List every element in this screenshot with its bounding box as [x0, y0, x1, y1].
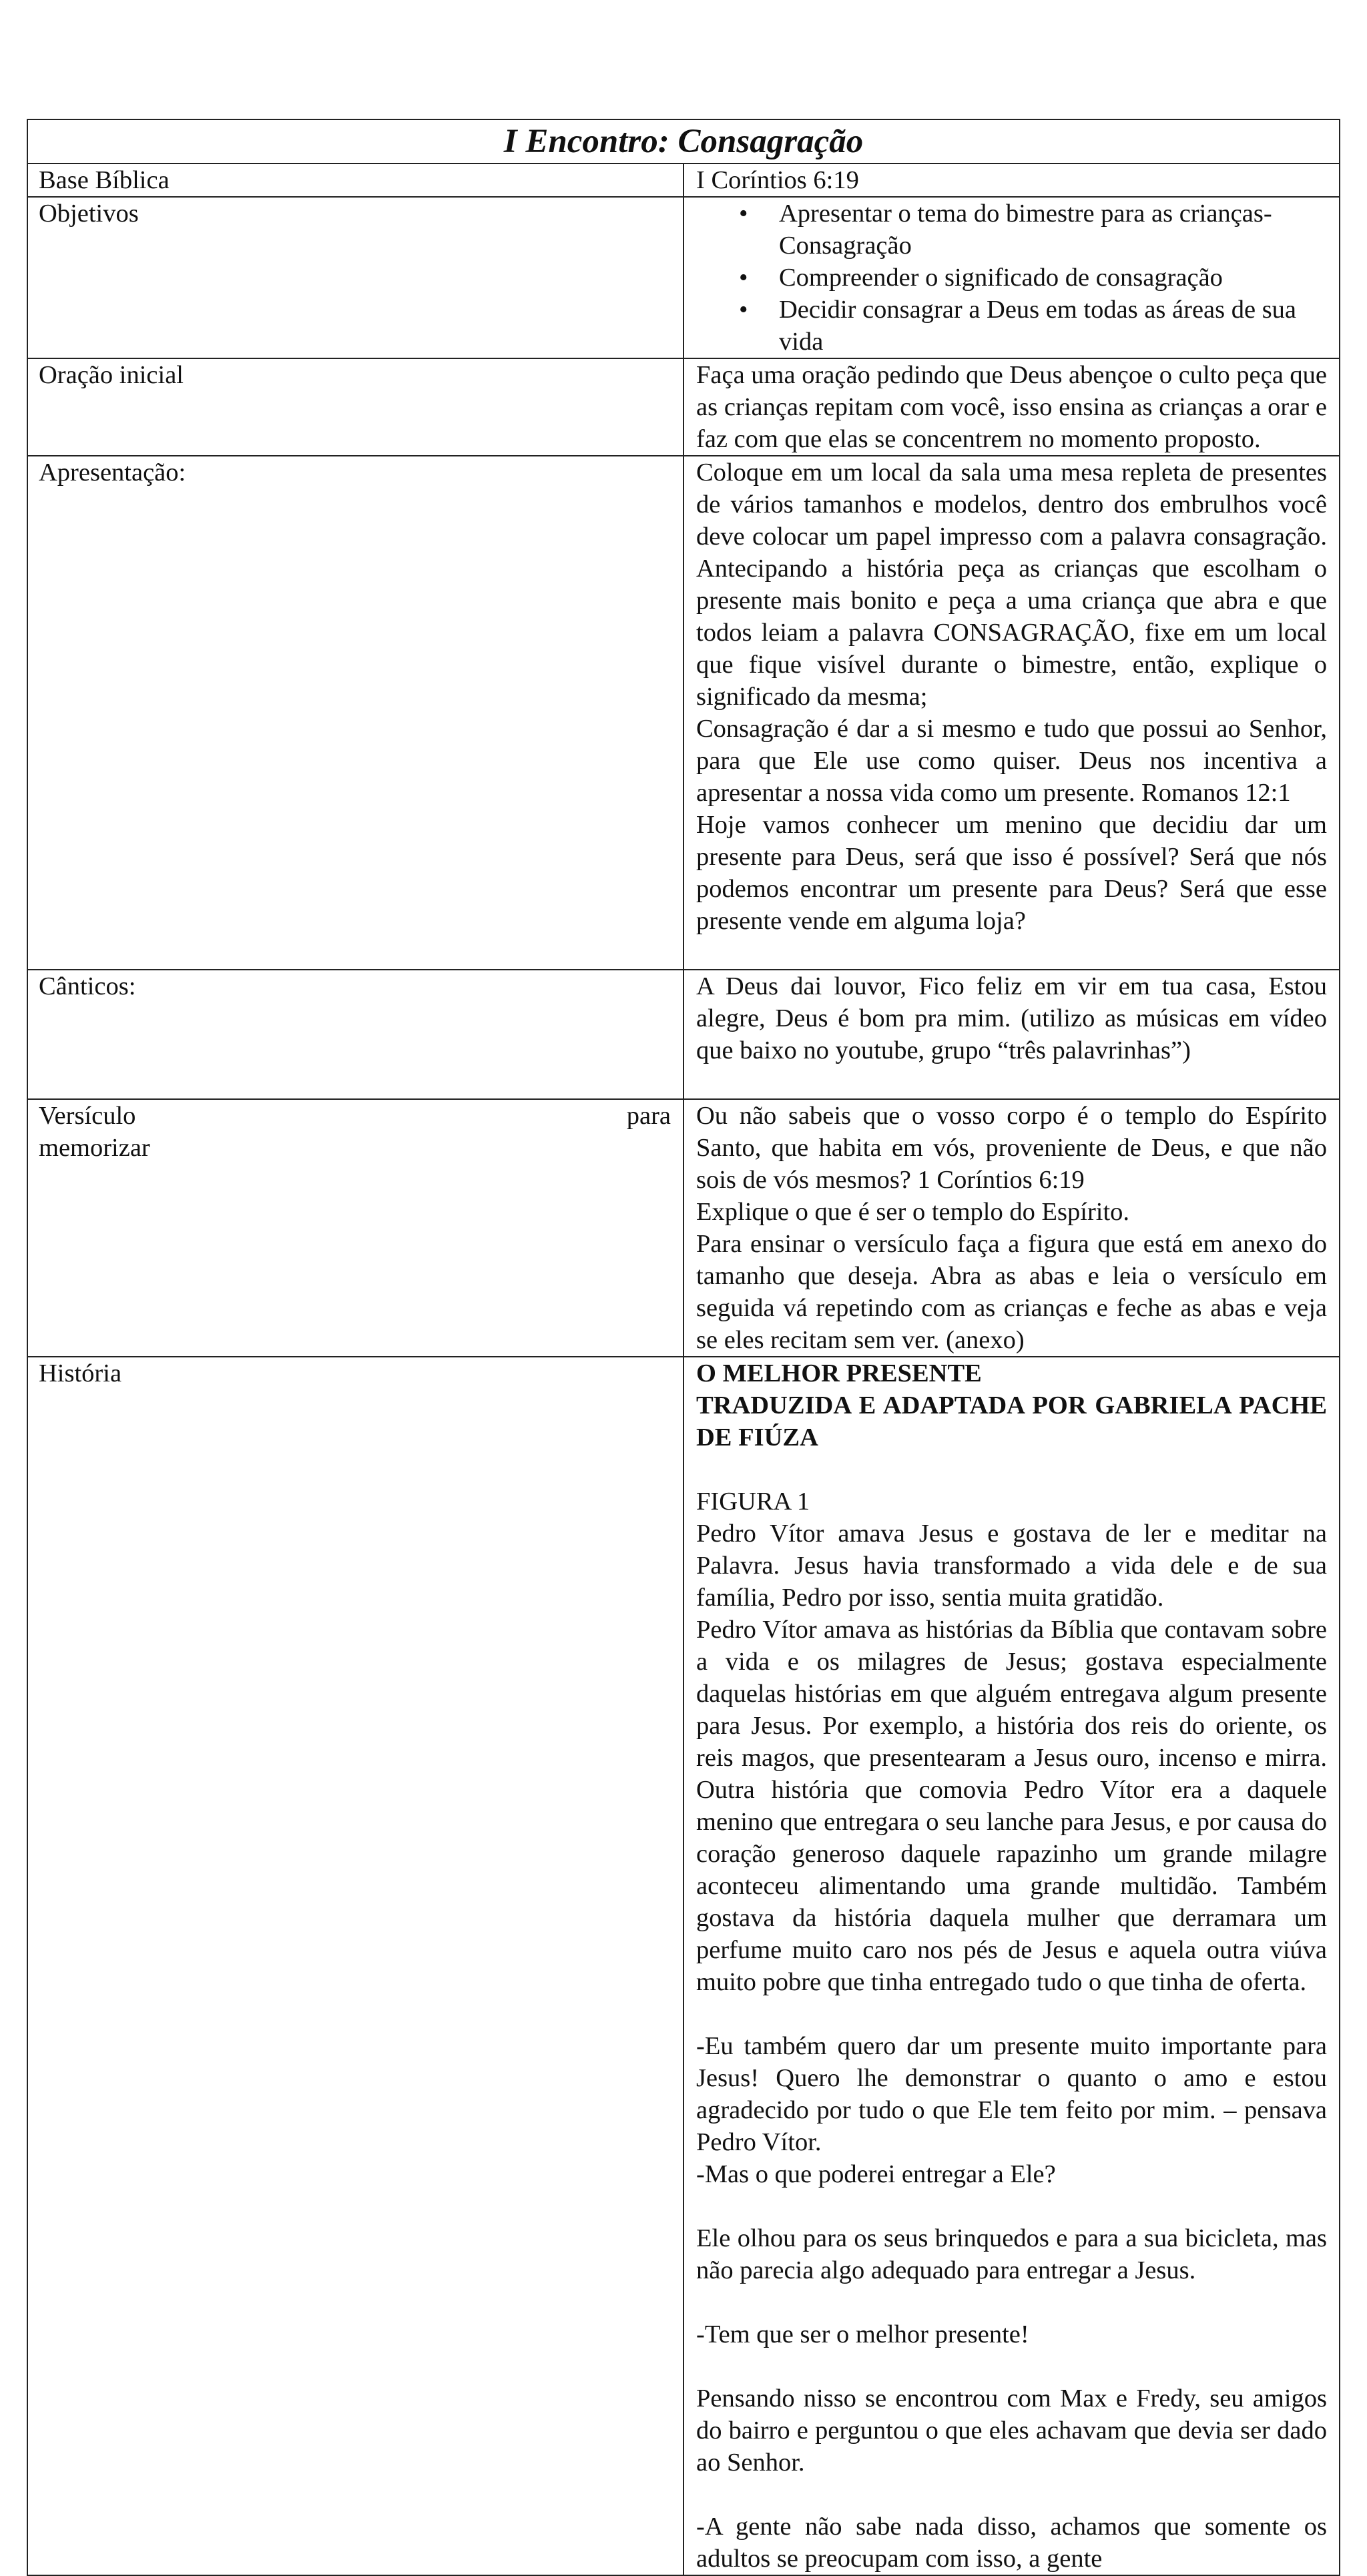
- label-historia: História: [27, 1357, 684, 2575]
- value-oracao-inicial: Faça uma oração pedindo que Deus abençoe o culto peça que as crianças repitam com você, isso ensina as crianças a orar e faz com que elas se concentrem no momento proposto.: [684, 358, 1340, 456]
- paragraph: Pensando nisso se encontrou com Max e Fredy, seu amigos do bairro e perguntou o que eles achavam que devia ser dado ao Senhor.: [696, 2384, 1327, 2477]
- figure-label: FIGURA 1: [696, 1488, 810, 1516]
- label-versiculo: [27, 1099, 684, 1357]
- value-apresentacao: [684, 456, 1340, 970]
- lesson-table: [27, 119, 1340, 2576]
- paragraph: -A gente não sabe nada disso, achamos que somente os adultos se preocupam com isso, a gente: [696, 2513, 1327, 2573]
- value-versiculo: [684, 1099, 1340, 1357]
- paragraph: Para ensinar o versículo faça a figura que está em anexo do tamanho que deseja. Abra as abas e leia o versículo em seguida vá repetindo com as crianças e feche as abas e veja se eles recitam sem ver. (anexo): [696, 1230, 1327, 1354]
- paragraph: Hoje vamos conhecer um menino que decidiu dar um presente para Deus, será que isso é possível? Será que nós podemos encontrar um presente para Deus? Será que esse presente vende em alguma loja?: [696, 811, 1327, 935]
- story-title: O MELHOR PRESENTE: [696, 1359, 982, 1387]
- value-objetivos: [684, 197, 1340, 358]
- label-versiculo-line1: Versículo para: [39, 1102, 671, 1130]
- paragraph: Coloque em um local da sala uma mesa repleta de presentes de vários tamanhos e modelos, dentro dos embrulhos você deve colocar um papel impresso com a palavra consagração. Antecipando a história peça as crianças que escolham o presente mais bonito e peça a uma criança que abra e que todos leiam a palavra CONSAGRAÇÃO, fixe em um local que fique visível durante o bimestre, então, explique o significado da mesma;: [696, 458, 1327, 711]
- page-title: I Encontro: Consagração: [27, 119, 1340, 164]
- objetivos-list: [696, 198, 1327, 358]
- row-base-biblica: [27, 164, 1340, 197]
- label-versiculo-line2: memorizar: [39, 1134, 150, 1162]
- title-row: [27, 119, 1340, 164]
- paragraph: Ele olhou para os seus brinquedos e para a sua bicicleta, mas não parecia algo adequado para entregar a Jesus.: [696, 2224, 1327, 2284]
- row-historia: [27, 1357, 1340, 2575]
- list-item: • Decidir consagrar a Deus em todas as áreas de sua vida: [696, 294, 1327, 358]
- value-base-biblica: I Coríntios 6:19: [684, 164, 1340, 197]
- paragraph: Pedro Vítor amava Jesus e gostava de ler e meditar na Palavra. Jesus havia transformado a vida dele e de sua família, Pedro por isso, sentia muita gratidão.: [696, 1520, 1327, 1612]
- paragraph: -Mas o que poderei entregar a Ele?: [696, 2160, 1056, 2188]
- list-item: • Compreender o significado de consagração: [696, 262, 1327, 294]
- paragraph: Explique o que é ser o templo do Espírito.: [696, 1198, 1130, 1226]
- paragraph: -Eu também quero dar um presente muito importante para Jesus! Quero lhe demonstrar o quanto o amo e estou agradecido por tudo o que Ele tem feito por mim. – pensava Pedro Vítor.: [696, 2032, 1327, 2156]
- row-versiculo: [27, 1099, 1340, 1357]
- row-apresentacao: [27, 456, 1340, 970]
- value-canticos: A Deus dai louvor, Fico feliz em vir em tua casa, Estou alegre, Deus é bom pra mim. (utilizo as músicas em vídeo que baixo no youtube, grupo “três palavrinhas”): [684, 970, 1340, 1099]
- story-credit: TRADUZIDA E ADAPTADA POR GABRIELA PACHE DE FIÚZA: [696, 1391, 1327, 1452]
- label-apresentacao: Apresentação:: [27, 456, 684, 970]
- row-oracao-inicial: [27, 358, 1340, 456]
- paragraph: -Tem que ser o melhor presente!: [696, 2320, 1029, 2348]
- value-historia: [684, 1357, 1340, 2575]
- paragraph: Pedro Vítor amava as histórias da Bíblia que contavam sobre a vida e os milagres de Jesus; gostava especialmente daquelas histórias em que alguém entregava algum presente para Jesus. Por exemplo, a história dos reis do oriente, os reis magos, que presentearam a Jesus ouro, incenso e mirra. Outra história que comovia Pedro Vítor era a daquele menino que entregara o seu lanche para Jesus, e por causa do coração generoso daquele rapazinho um grande milagre aconteceu alimentando uma grande multidão. Também gostava da história daquela mulher que derramara um perfume muito caro nos pés de Jesus e aquela outra viúva muito pobre que tinha entregado tudo o que tinha de oferta.: [696, 1616, 1327, 1996]
- lesson-sheet: [27, 119, 1340, 2576]
- paragraph: Ou não sabeis que o vosso corpo é o templo do Espírito Santo, que habita em vós, proveniente de Deus, e que não sois de vós mesmos? 1 Coríntios 6:19: [696, 1102, 1327, 1194]
- label-oracao-inicial: Oração inicial: [27, 358, 684, 456]
- row-objetivos: [27, 197, 1340, 358]
- row-canticos: [27, 970, 1340, 1099]
- paragraph: Consagração é dar a si mesmo e tudo que possui ao Senhor, para que Ele use como quiser. Deus nos incentiva a apresentar a nossa vida como um presente. Romanos 12:1: [696, 715, 1327, 807]
- list-item: • Apresentar o tema do bimestre para as crianças- Consagração: [696, 198, 1327, 262]
- label-objetivos: Objetivos: [27, 197, 684, 358]
- label-base-biblica: Base Bíblica: [27, 164, 684, 197]
- label-canticos: Cânticos:: [27, 970, 684, 1099]
